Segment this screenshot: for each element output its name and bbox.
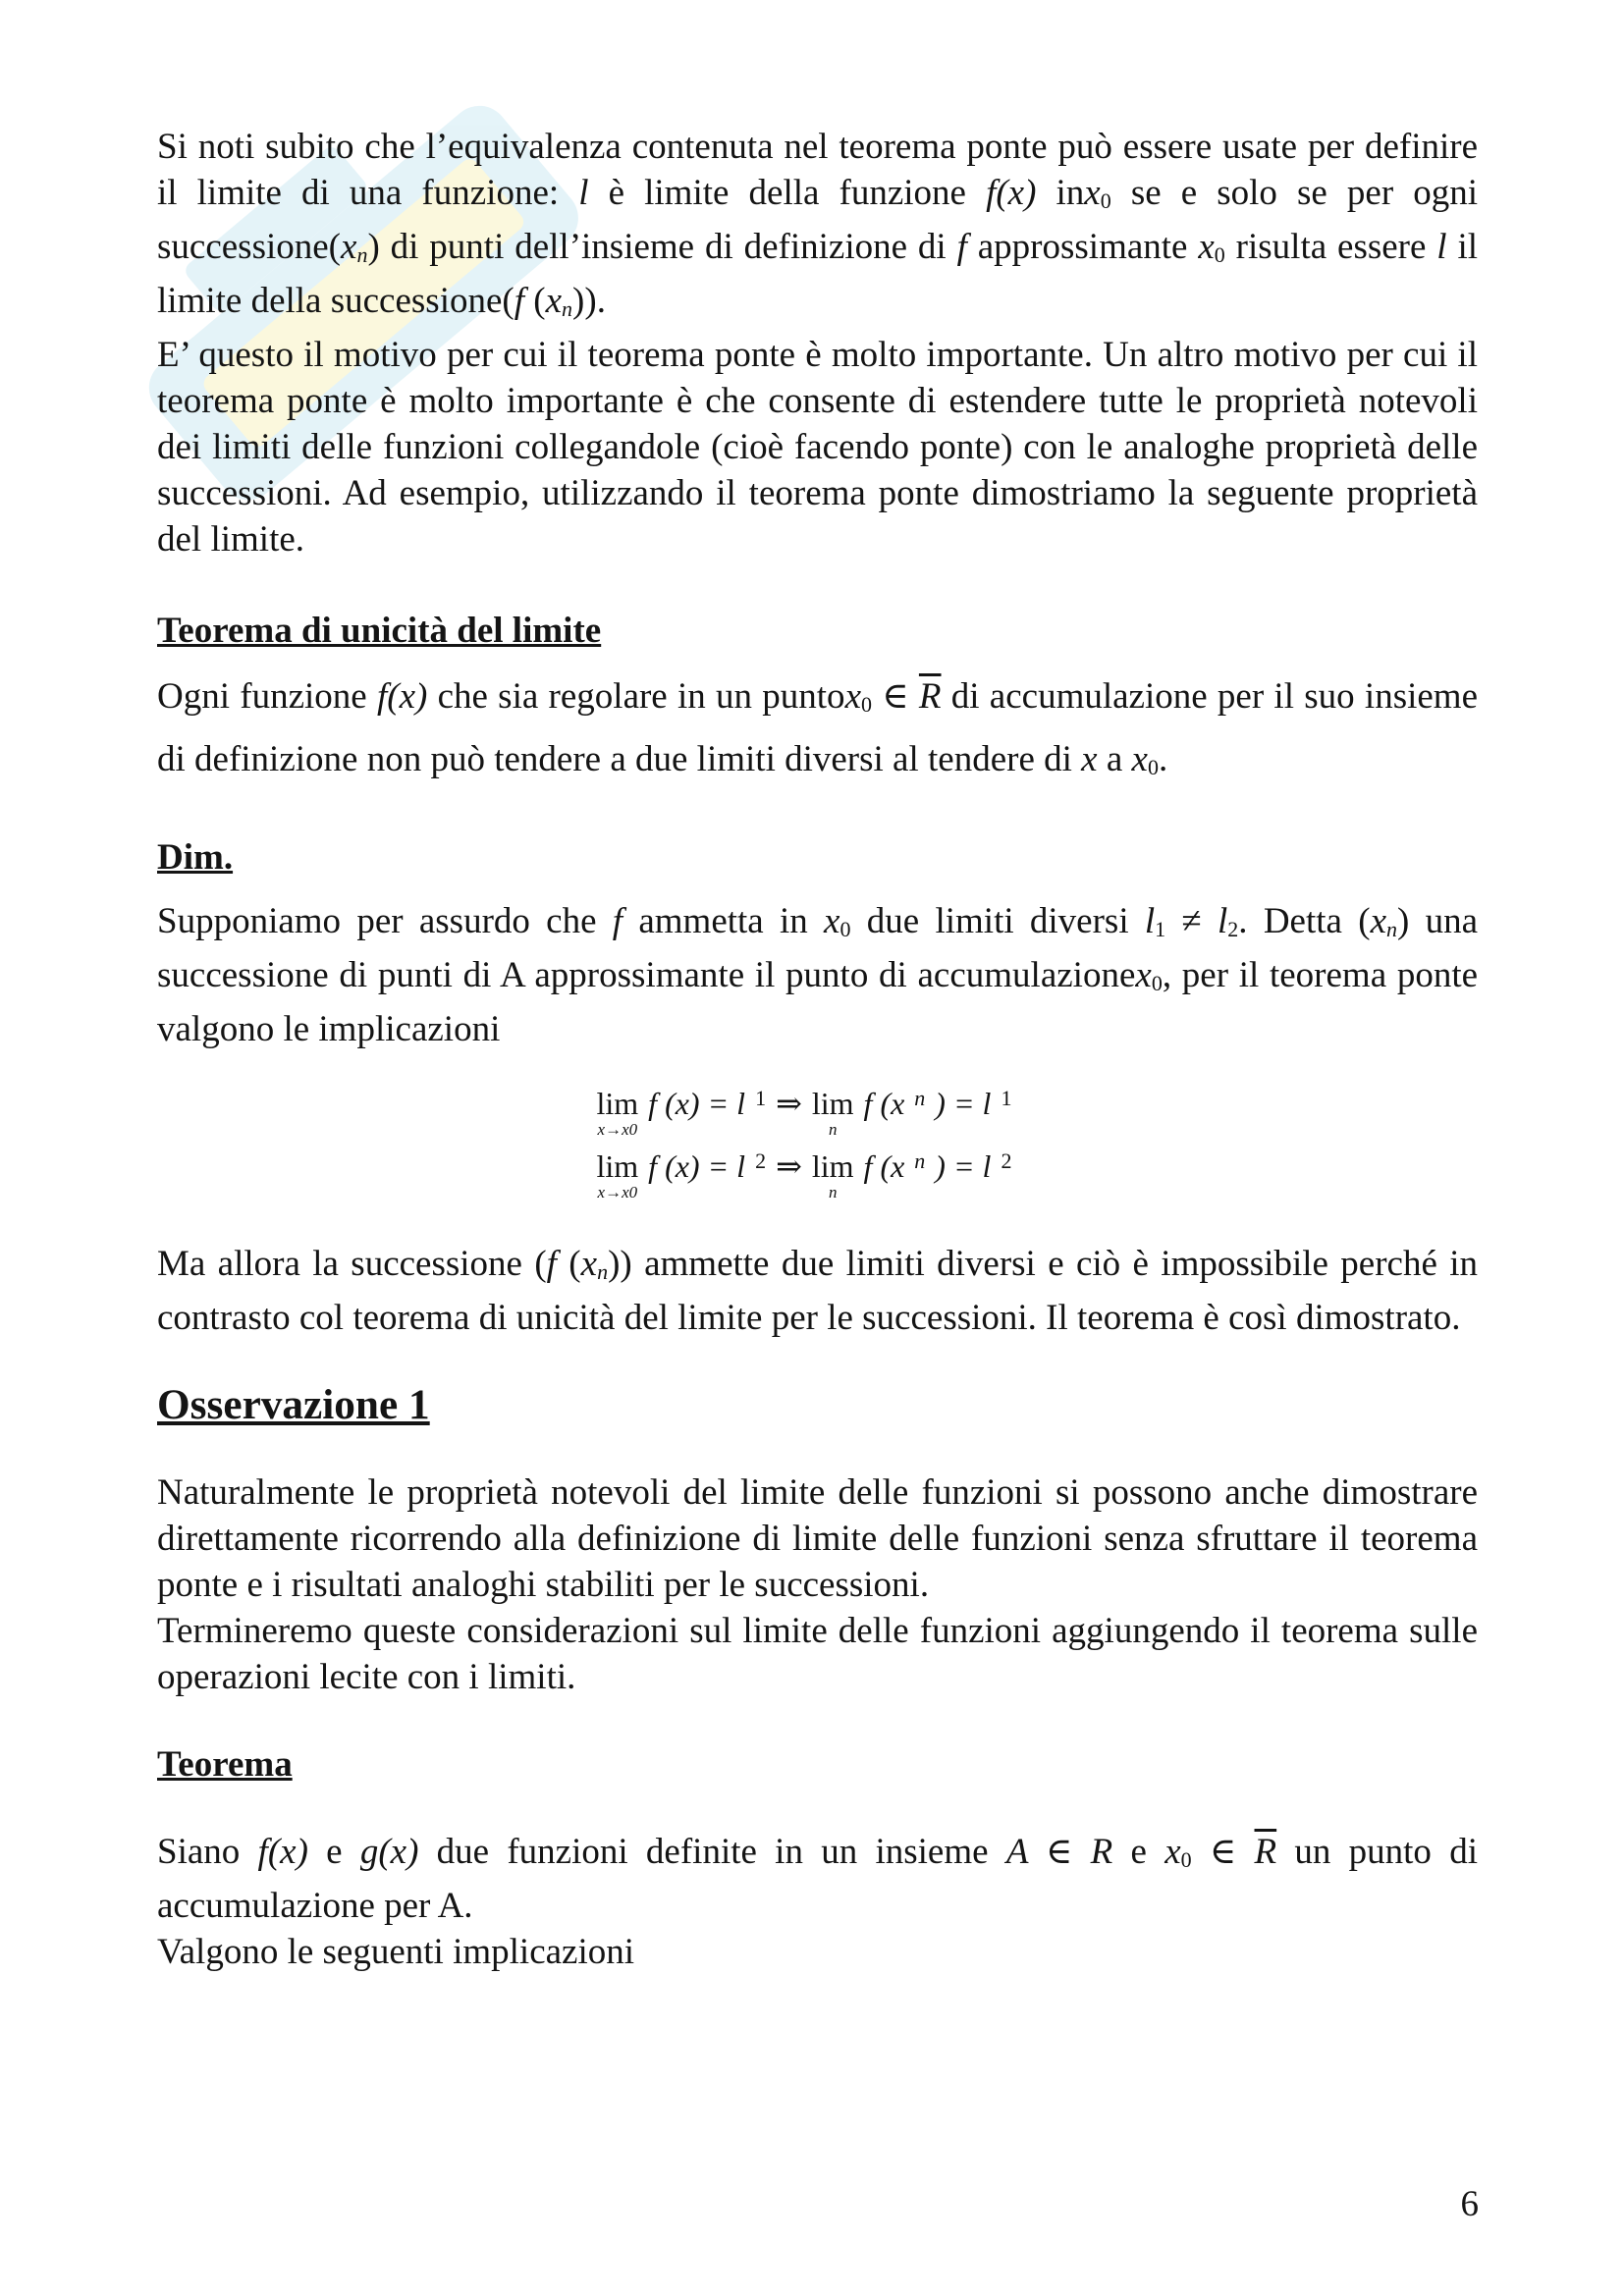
paragraph-intro: Si noti subito che l’equivalenza contenuta nel teorema ponte può essere usate per definire il limite di una funzione: l è limite della funzione f(x) inx0 se e solo se per ogni successione(xn) di punti dell’insieme di definizione di f approssimante x0 risulta essere l il limite della successione(f (xn)). [157, 127, 1479, 321]
equation-row-2: lim x→x0 f (x) = l 2 ⇒ lim n f (x n ) = l 2 [596, 1148, 1012, 1201]
equation-row-1: lim x→x0 f (x) = l 1 ⇒ lim n f (x n ) = l 1 [596, 1086, 1012, 1139]
section-title-uniqueness: Teorema di unicità del limite [157, 611, 602, 651]
page-number: 6 [1460, 2184, 1479, 2224]
proof-title: Dim. [157, 837, 234, 878]
observation-text: Naturalmente le proprietà notevoli del limite delle funzioni si possono anche dimostrare direttamente ricorrendo alla definizione di limite delle funzioni senza sfruttare il teorema ponte e i risultati analoghi stabiliti per le successioni. [157, 1472, 1478, 1605]
section-title-theorem: Teorema [157, 1744, 293, 1785]
implication-equations [597, 1088, 1039, 1213]
proof-paragraph-1: Supponiamo per assurdo che f ammetta in x0 due limiti diversi l1 ≠ l2. Detta (xn) una successione di punti di A approssimante il punto di accumulazionex0, per il teorema ponte valgono le implicazioni [157, 901, 1479, 1049]
document-body [157, 124, 1478, 1975]
paragraph-motivation: E’ questo il motivo per cui il teorema ponte è molto importante. Un altro motivo per cui il teorema ponte è molto importante è che consente di estendere tutte le proprietà notevoli dei limiti delle funzioni collegandole (cioè facendo ponte) con le analoghe proprietà delle successioni. Ad esempio, utilizzando il teorema ponte dimostriamo la seguente proprietà del limite. [157, 335, 1478, 560]
theorem-uniqueness-statement: Ogni funzione f(x) che sia regolare in un puntox0 ∈ $\overline{R}$ di accumulazione per il suo insieme di definizione non può tendere a due limiti diversi al tendere di x a x0. [157, 676, 1479, 779]
observation-text-2: Termineremo queste considerazioni sul limite delle funzioni aggiungendo il teorema sulle operazioni lecite con i limiti. [157, 1611, 1478, 1697]
theorem-statement: Siano f(x) e g(x) due funzioni definite in un insieme A ∈ R e x0 ∈ $\overline{R}$ un punto di accumulazione per A. Valgono le seguenti implicazioni [157, 1832, 1478, 1972]
observation-title: Osservazione 1 [157, 1381, 430, 1428]
proof-conclusion: Ma allora la successione (f (xn)) ammette due limiti diversi e ciò è impossibile perché in contrasto col teorema di unicità del limite per le successioni. Il teorema è così dimostrato. [157, 1244, 1478, 1338]
